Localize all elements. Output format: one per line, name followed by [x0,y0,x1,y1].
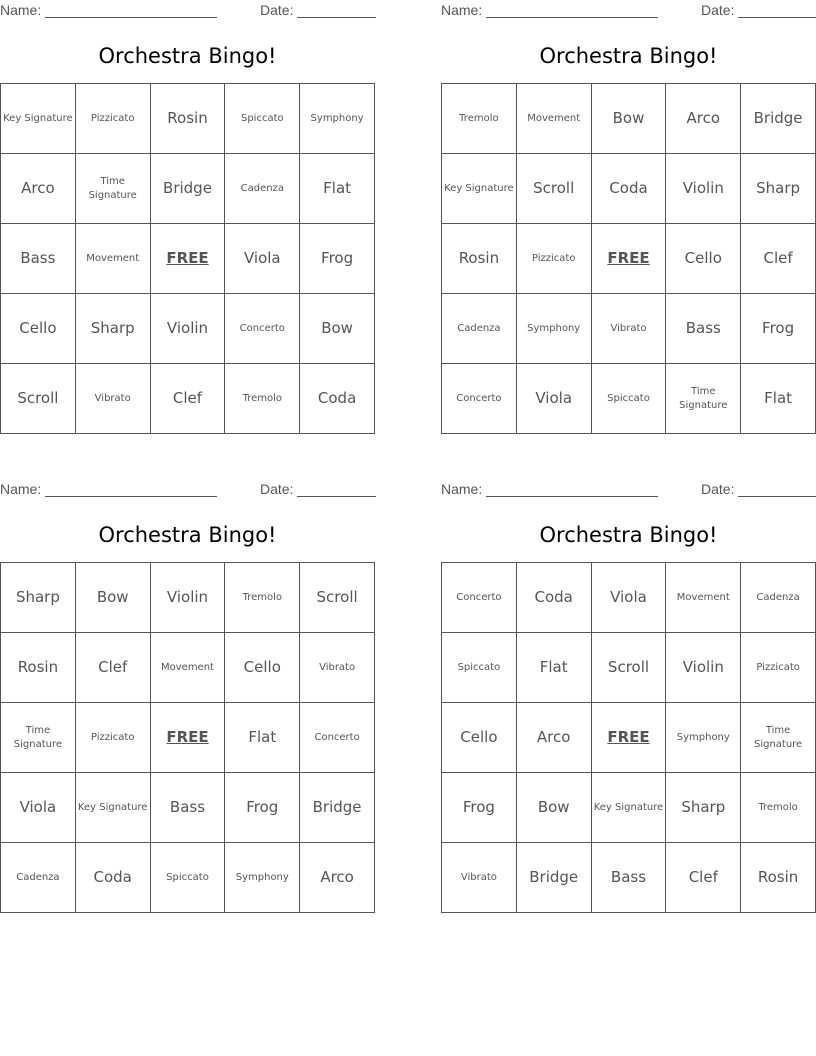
grid-row [442,843,816,913]
grid-row [442,633,816,703]
bingo-cell: Cadenza [1,843,76,913]
name-label: Name: [441,481,483,497]
grid-row [1,703,375,773]
bingo-cell: Violin [150,563,225,633]
name-label: Name: [441,2,483,18]
bingo-card [0,479,375,913]
bingo-cell: Clef [150,364,225,434]
grid-row [1,364,375,434]
grid-row [1,294,375,364]
bingo-cell: Sharp [666,773,741,843]
bingo-cell: Movement [75,224,150,294]
date-blank-line [297,17,376,18]
bingo-cell: Key Signature [442,154,517,224]
grid-row [442,563,816,633]
name-blank-line [486,17,658,18]
grid-row [1,154,375,224]
bingo-cell: Spiccato [442,633,517,703]
bingo-cell: Viola [225,224,300,294]
bingo-cell: Cadenza [225,154,300,224]
bingo-cell: Bass [150,773,225,843]
card-header [441,481,816,499]
bingo-cell: Frog [442,773,517,843]
bingo-cell: Violin [150,294,225,364]
date-label: Date: [701,2,735,18]
grid-row [442,294,816,364]
bingo-cell: Movement [150,633,225,703]
bingo-cell: Bow [75,563,150,633]
bingo-cell: Concerto [300,703,375,773]
bingo-cell: Symphony [225,843,300,913]
bingo-cell: Clef [666,843,741,913]
bingo-cell: Symphony [516,294,591,364]
bingo-cell: Time Signature [75,154,150,224]
bingo-cell: Concerto [442,364,517,434]
bingo-cell: Key Signature [1,84,76,154]
date-label: Date: [260,481,294,497]
bingo-cell: Rosin [150,84,225,154]
bingo-grid [441,83,816,434]
grid-row [442,703,816,773]
card-title: Orchestra Bingo! [98,523,277,547]
bingo-cell: Flat [300,154,375,224]
bingo-cell: Frog [300,224,375,294]
bingo-cell: Tremolo [741,773,816,843]
bingo-cell: Coda [75,843,150,913]
bingo-cell: Time Signature [741,703,816,773]
bingo-cell: Bass [1,224,76,294]
bingo-cell: Bridge [150,154,225,224]
bingo-cell: Clef [741,224,816,294]
date-blank-line [297,496,376,497]
free-space-cell: FREE [150,224,225,294]
bingo-cell: Bridge [516,843,591,913]
grid-row [442,84,816,154]
bingo-cell: Arco [300,843,375,913]
bingo-cell: Tremolo [225,563,300,633]
bingo-cell: Coda [516,563,591,633]
bingo-cell: Key Signature [75,773,150,843]
bingo-cell: Pizzicato [75,703,150,773]
grid-row [1,84,375,154]
grid-row [442,773,816,843]
bingo-cell: Spiccato [225,84,300,154]
bingo-cell: Flat [516,633,591,703]
bingo-cell: Time Signature [666,364,741,434]
card-header [441,2,816,20]
bingo-cell: Movement [666,563,741,633]
bingo-cell: Rosin [741,843,816,913]
bingo-cell: Viola [591,563,666,633]
bingo-cell: Bass [666,294,741,364]
grid-row [1,224,375,294]
bingo-cell: Arco [516,703,591,773]
bingo-cell: Bridge [300,773,375,843]
date-label: Date: [701,481,735,497]
grid-row [442,154,816,224]
bingo-cell: Vibrato [442,843,517,913]
bingo-card [441,479,816,913]
name-blank-line [45,17,217,18]
bingo-cell: Rosin [1,633,76,703]
bingo-cell: Cello [442,703,517,773]
date-blank-line [738,17,816,18]
bingo-cell: Sharp [741,154,816,224]
name-label: Name: [0,481,42,497]
bingo-cell: Cello [1,294,76,364]
bingo-cell: Pizzicato [516,224,591,294]
bingo-cell: Bass [591,843,666,913]
bingo-cell: Vibrato [300,633,375,703]
bingo-cell: Spiccato [150,843,225,913]
bingo-cell: Cadenza [741,563,816,633]
bingo-cell: Bridge [741,84,816,154]
bingo-cell: Frog [741,294,816,364]
card-title: Orchestra Bingo! [98,44,277,68]
bingo-cell: Vibrato [591,294,666,364]
bingo-cell: Clef [75,633,150,703]
bingo-cell: Coda [300,364,375,434]
grid-row [442,364,816,434]
name-blank-line [486,496,658,497]
bingo-cell: Viola [1,773,76,843]
bingo-grid [0,562,375,913]
grid-row [1,773,375,843]
bingo-cell: Arco [666,84,741,154]
grid-row [1,633,375,703]
grid-row [1,843,375,913]
free-space-cell: FREE [591,224,666,294]
name-blank-line [45,496,217,497]
bingo-cell: Time Signature [1,703,76,773]
bingo-cell: Tremolo [225,364,300,434]
bingo-cell: Viola [516,364,591,434]
date-blank-line [738,496,816,497]
bingo-cell: Arco [1,154,76,224]
card-header [0,481,375,499]
bingo-cell: Cello [225,633,300,703]
bingo-card [0,0,375,434]
bingo-cell: Scroll [300,563,375,633]
bingo-cell: Spiccato [591,364,666,434]
bingo-cell: Vibrato [75,364,150,434]
bingo-cell: Symphony [666,703,741,773]
bingo-cell: Key Signature [591,773,666,843]
name-label: Name: [0,2,42,18]
bingo-cell: Sharp [75,294,150,364]
bingo-grid [0,83,375,434]
bingo-cell: Pizzicato [75,84,150,154]
bingo-cell: Bow [516,773,591,843]
bingo-cell: Violin [666,154,741,224]
bingo-cell: Pizzicato [741,633,816,703]
bingo-cell: Flat [225,703,300,773]
bingo-cell: Cello [666,224,741,294]
free-space-cell: FREE [591,703,666,773]
bingo-cell: Concerto [225,294,300,364]
card-header [0,2,375,20]
bingo-cell: Frog [225,773,300,843]
date-label: Date: [260,2,294,18]
free-space-cell: FREE [150,703,225,773]
bingo-cell: Violin [666,633,741,703]
bingo-card [441,0,816,434]
bingo-cell: Symphony [300,84,375,154]
card-title: Orchestra Bingo! [539,44,718,68]
bingo-cell: Movement [516,84,591,154]
grid-row [442,224,816,294]
bingo-cell: Flat [741,364,816,434]
bingo-cell: Scroll [516,154,591,224]
bingo-cell: Rosin [442,224,517,294]
bingo-cell: Scroll [591,633,666,703]
bingo-cell: Coda [591,154,666,224]
bingo-grid [441,562,816,913]
bingo-cell: Scroll [1,364,76,434]
bingo-cell: Cadenza [442,294,517,364]
grid-row [1,563,375,633]
bingo-cell: Bow [300,294,375,364]
card-title: Orchestra Bingo! [539,523,718,547]
bingo-cell: Concerto [442,563,517,633]
bingo-cell: Bow [591,84,666,154]
bingo-cell: Sharp [1,563,76,633]
bingo-cell: Tremolo [442,84,517,154]
